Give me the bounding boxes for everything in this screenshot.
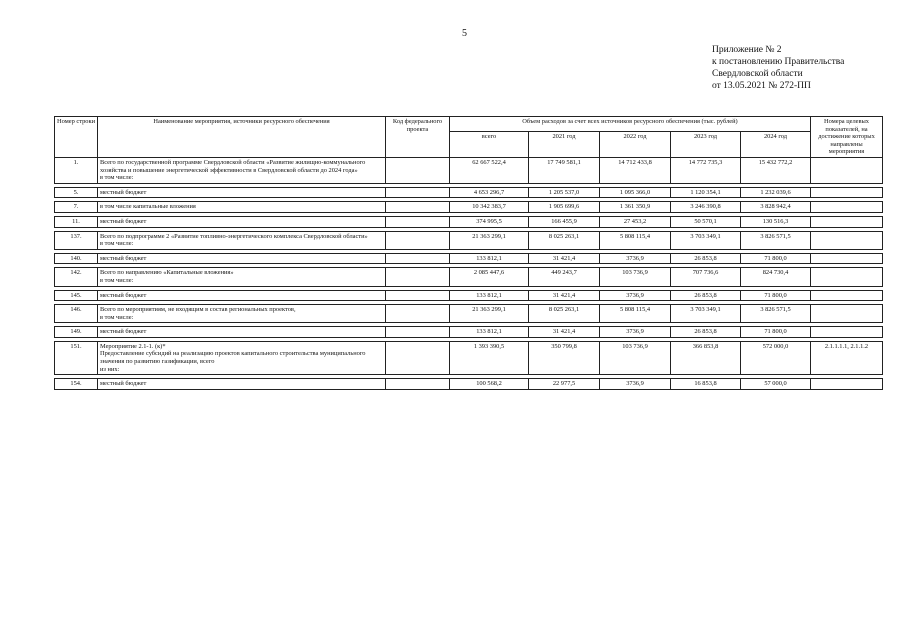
row-code xyxy=(386,187,450,198)
row-number: 149. xyxy=(55,327,98,338)
row-2021: 350 799,8 xyxy=(529,341,600,374)
table-row xyxy=(55,305,883,323)
row-name: Всего по направлению «Капитальные вложения» в том числе: xyxy=(98,268,386,286)
row-2022: 27 453,2 xyxy=(600,216,671,227)
row-2021: 31 421,4 xyxy=(529,327,600,338)
row-number: 146. xyxy=(55,305,98,323)
row-number: 145. xyxy=(55,290,98,301)
row-number: 11. xyxy=(55,216,98,227)
row-code xyxy=(386,305,450,323)
row-2021: 31 421,4 xyxy=(529,253,600,264)
table-row xyxy=(55,268,883,286)
header-volume: Объем расходов за счет всех источников ресурсного обеспечения (тыс. рублей) xyxy=(450,117,811,132)
row-name: местный бюджет xyxy=(98,327,386,338)
row-2024: 15 432 772,2 xyxy=(741,157,811,183)
row-2024: 57 000,0 xyxy=(741,379,811,390)
row-number: 151. xyxy=(55,341,98,374)
row-number: 137. xyxy=(55,231,98,249)
row-total: 2 085 447,6 xyxy=(450,268,529,286)
row-code xyxy=(386,231,450,249)
row-name: местный бюджет xyxy=(98,253,386,264)
row-2021: 17 749 581,1 xyxy=(529,157,600,183)
table-row xyxy=(55,187,883,198)
row-total: 133 812,1 xyxy=(450,290,529,301)
table-row xyxy=(55,157,883,183)
row-targets: 2.1.1.1.1, 2.1.1.2 xyxy=(811,341,883,374)
table-row xyxy=(55,379,883,390)
row-2021: 8 025 263,1 xyxy=(529,305,600,323)
row-total: 1 393 390,5 xyxy=(450,341,529,374)
appendix-line: от 13.05.2021 № 272-ПП xyxy=(712,81,811,91)
appendix-line: Свердловской области xyxy=(712,69,803,79)
row-2023: 26 853,8 xyxy=(671,290,741,301)
table-row xyxy=(55,327,883,338)
row-2021: 166 455,9 xyxy=(529,216,600,227)
row-2021: 8 025 263,1 xyxy=(529,231,600,249)
table-row xyxy=(55,202,883,213)
header-2021: 2021 год xyxy=(529,131,600,157)
row-2022: 3736,9 xyxy=(600,327,671,338)
row-2021: 31 421,4 xyxy=(529,290,600,301)
row-name: Мероприятие 2.1-1. (к)* Предоставление субсидий на реализацию проектов капитального строительства муниципального значения по развитию газификации, всего из них: xyxy=(98,341,386,374)
row-number: 1. xyxy=(55,157,98,183)
row-2021: 1 205 537,0 xyxy=(529,187,600,198)
row-2022: 14 712 433,8 xyxy=(600,157,671,183)
page-number: 5 xyxy=(462,28,467,39)
row-2022: 103 736,9 xyxy=(600,341,671,374)
row-total: 133 812,1 xyxy=(450,327,529,338)
appendix-header xyxy=(712,44,844,92)
row-2024: 3 826 571,5 xyxy=(741,231,811,249)
row-2024: 572 000,0 xyxy=(741,341,811,374)
row-2023: 3 703 349,1 xyxy=(671,305,741,323)
table-body xyxy=(55,157,883,389)
row-name: местный бюджет xyxy=(98,379,386,390)
row-code xyxy=(386,290,450,301)
row-targets xyxy=(811,253,883,264)
row-2023: 14 772 735,3 xyxy=(671,157,741,183)
row-2024: 71 800,0 xyxy=(741,327,811,338)
row-targets xyxy=(811,327,883,338)
header-name: Наименование мероприятия, источники ресурсного обеспечения xyxy=(98,117,386,158)
row-code xyxy=(386,202,450,213)
header-row-number: Номер строки xyxy=(55,117,98,158)
row-2023: 26 853,8 xyxy=(671,327,741,338)
row-2022: 3736,9 xyxy=(600,379,671,390)
row-number: 140. xyxy=(55,253,98,264)
row-2024: 3 826 571,5 xyxy=(741,305,811,323)
row-code xyxy=(386,379,450,390)
header-2023: 2023 год xyxy=(671,131,741,157)
row-2022: 1 095 366,0 xyxy=(600,187,671,198)
row-number: 154. xyxy=(55,379,98,390)
row-total: 62 667 522,4 xyxy=(450,157,529,183)
row-code xyxy=(386,341,450,374)
row-2023: 366 853,8 xyxy=(671,341,741,374)
row-total: 4 653 296,7 xyxy=(450,187,529,198)
row-2023: 707 736,6 xyxy=(671,268,741,286)
row-2024: 71 800,0 xyxy=(741,290,811,301)
appendix-line: Приложение № 2 xyxy=(712,45,782,55)
row-targets xyxy=(811,157,883,183)
row-2024: 130 516,3 xyxy=(741,216,811,227)
table-row xyxy=(55,231,883,249)
header-2024: 2024 год xyxy=(741,131,811,157)
row-2023: 1 120 354,1 xyxy=(671,187,741,198)
row-2024: 1 232 039,6 xyxy=(741,187,811,198)
row-name: местный бюджет xyxy=(98,216,386,227)
row-targets xyxy=(811,231,883,249)
row-name: Всего по государственной программе Свердловской области «Развитие жилищно-коммунального хозяйства и повышение энергетической эффективности в Свердловской области до 2024 года» в том числе: xyxy=(98,157,386,183)
row-targets xyxy=(811,187,883,198)
row-total: 133 812,1 xyxy=(450,253,529,264)
row-total: 10 342 383,7 xyxy=(450,202,529,213)
row-total: 21 363 299,1 xyxy=(450,231,529,249)
row-2024: 71 800,0 xyxy=(741,253,811,264)
row-code xyxy=(386,253,450,264)
row-name: в том числе капитальные вложения xyxy=(98,202,386,213)
row-targets xyxy=(811,202,883,213)
row-name: местный бюджет xyxy=(98,290,386,301)
table-row xyxy=(55,216,883,227)
header-2022: 2022 год xyxy=(600,131,671,157)
header-code: Код федерального проекта xyxy=(386,117,450,158)
row-number: 5. xyxy=(55,187,98,198)
row-2022: 3736,9 xyxy=(600,290,671,301)
row-2022: 5 808 115,4 xyxy=(600,305,671,323)
row-targets xyxy=(811,290,883,301)
row-number: 142. xyxy=(55,268,98,286)
row-2021: 22 977,5 xyxy=(529,379,600,390)
row-2022: 103 736,9 xyxy=(600,268,671,286)
row-name: Всего по мероприятиям, не входящим в состав региональных проектов, в том числе: xyxy=(98,305,386,323)
row-2023: 16 853,8 xyxy=(671,379,741,390)
row-2021: 449 243,7 xyxy=(529,268,600,286)
row-total: 21 363 299,1 xyxy=(450,305,529,323)
header-targets: Номера целевых показателей, на достижение которых направлены мероприятия xyxy=(811,117,883,158)
row-2023: 26 853,8 xyxy=(671,253,741,264)
row-code xyxy=(386,216,450,227)
row-2022: 1 361 350,9 xyxy=(600,202,671,213)
row-total: 374 995,5 xyxy=(450,216,529,227)
header-total: всего xyxy=(450,131,529,157)
row-targets xyxy=(811,305,883,323)
row-2022: 5 808 115,4 xyxy=(600,231,671,249)
row-code xyxy=(386,157,450,183)
row-2024: 824 730,4 xyxy=(741,268,811,286)
row-targets xyxy=(811,216,883,227)
row-targets xyxy=(811,268,883,286)
row-code xyxy=(386,268,450,286)
row-total: 100 568,2 xyxy=(450,379,529,390)
table-row xyxy=(55,253,883,264)
appendix-line: к постановлению Правительства xyxy=(712,57,845,67)
row-name: местный бюджет xyxy=(98,187,386,198)
row-targets xyxy=(811,379,883,390)
table-row xyxy=(55,341,883,374)
row-2022: 3736,9 xyxy=(600,253,671,264)
row-2024: 3 828 942,4 xyxy=(741,202,811,213)
row-2023: 3 246 390,8 xyxy=(671,202,741,213)
row-2023: 50 570,1 xyxy=(671,216,741,227)
row-2021: 1 905 699,6 xyxy=(529,202,600,213)
expenses-table xyxy=(54,116,883,390)
row-number: 7. xyxy=(55,202,98,213)
row-2023: 3 703 349,1 xyxy=(671,231,741,249)
row-code xyxy=(386,327,450,338)
table-row xyxy=(55,290,883,301)
row-name: Всего по подпрограмме 2 «Развитие топливно-энергетического комплекса Свердловской области» в том числе: xyxy=(98,231,386,249)
